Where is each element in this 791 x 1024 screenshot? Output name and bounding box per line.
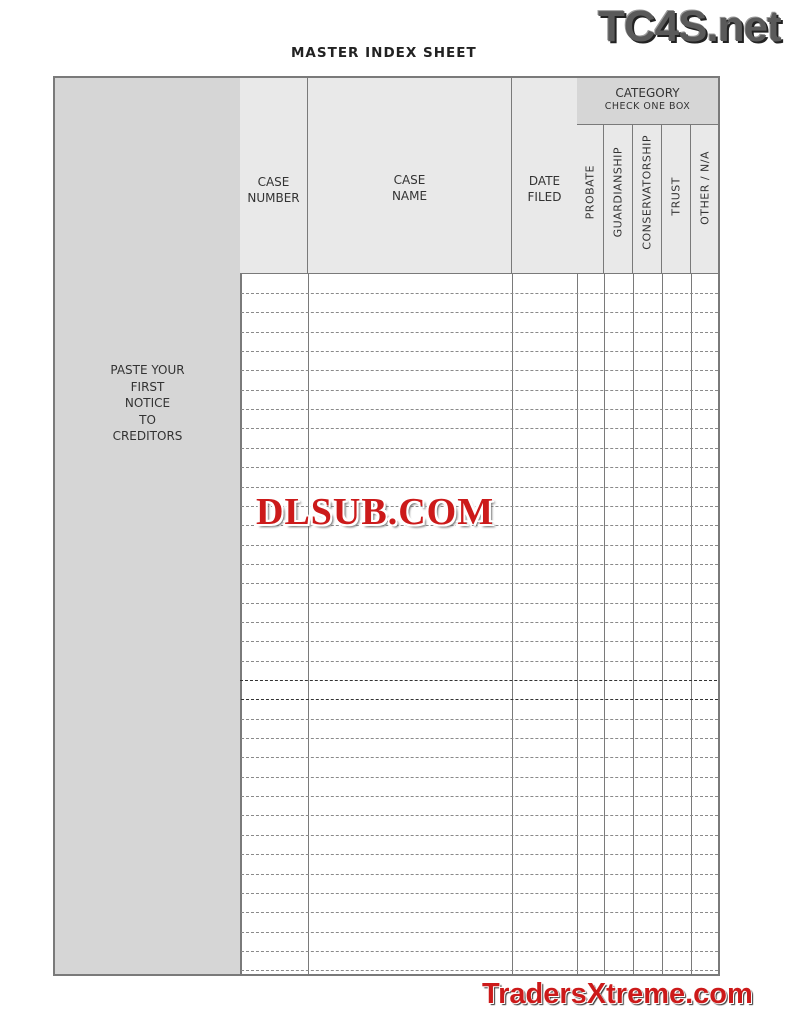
entry-row-line bbox=[241, 409, 718, 410]
entry-row-line bbox=[241, 448, 718, 449]
paste-line: FIRST bbox=[130, 379, 165, 394]
category-label: GUARDIANSHIP bbox=[611, 147, 625, 238]
entry-row-line bbox=[241, 912, 718, 913]
header-divider bbox=[240, 273, 718, 274]
entry-row-line bbox=[241, 777, 718, 778]
header-conservatorship bbox=[633, 125, 662, 274]
header-text: FILED bbox=[527, 190, 562, 204]
entry-row-line bbox=[241, 854, 718, 855]
entry-row-line bbox=[241, 835, 718, 836]
entry-row-line bbox=[241, 390, 718, 391]
entry-row-line bbox=[241, 487, 718, 488]
header-trust bbox=[662, 125, 691, 274]
entry-row-line bbox=[241, 874, 718, 875]
dlsub-watermark: DLSUB.COM bbox=[256, 491, 495, 533]
column-divider bbox=[633, 274, 634, 974]
entry-row-line bbox=[241, 332, 718, 333]
category-subtitle: CHECK ONE BOX bbox=[604, 101, 691, 112]
entry-row-line bbox=[241, 815, 718, 816]
header-text: NUMBER bbox=[247, 191, 300, 205]
entry-row-line bbox=[241, 641, 718, 642]
entry-row-line bbox=[241, 467, 718, 468]
category-label: OTHER / N/A bbox=[698, 151, 711, 225]
entry-row-line bbox=[241, 893, 718, 894]
header-probate bbox=[577, 125, 604, 274]
category-label: TRUST bbox=[669, 177, 683, 216]
entry-row-line bbox=[241, 293, 718, 294]
entry-row-line bbox=[241, 564, 718, 565]
header-text: DATE bbox=[528, 174, 561, 188]
header-text: CASE bbox=[393, 173, 426, 187]
entry-row-line bbox=[241, 738, 718, 739]
entry-row-line bbox=[241, 757, 718, 758]
category-header bbox=[577, 78, 718, 125]
paste-line: CREDITORS bbox=[112, 429, 183, 443]
entry-row-line bbox=[241, 622, 718, 623]
column-divider bbox=[662, 274, 663, 974]
entry-row-line bbox=[241, 583, 718, 584]
paste-notice-area bbox=[55, 78, 242, 974]
header-guardianship bbox=[604, 125, 633, 274]
category-label: PROBATE bbox=[583, 165, 597, 220]
header-case-number bbox=[240, 78, 308, 274]
paste-line: NOTICE bbox=[124, 396, 171, 410]
header-text: CASE bbox=[257, 175, 290, 189]
entry-row-line bbox=[241, 951, 718, 952]
paste-instructions bbox=[55, 362, 240, 445]
tradersxtreme-watermark: TradersXtreme.com bbox=[482, 978, 753, 1010]
category-label: CONSERVATORSHIP bbox=[640, 135, 654, 250]
header-date-filed bbox=[512, 78, 578, 274]
entry-row-line bbox=[241, 603, 718, 604]
entry-row-line bbox=[241, 970, 718, 971]
header-other bbox=[691, 125, 718, 274]
entry-row-line bbox=[240, 680, 717, 681]
entry-row-line bbox=[241, 370, 718, 371]
entry-row-line bbox=[241, 351, 718, 352]
entry-row-line bbox=[241, 796, 718, 797]
category-title: CATEGORY bbox=[615, 86, 680, 100]
entry-row-line bbox=[241, 312, 718, 313]
entry-row-line bbox=[241, 699, 718, 700]
page-title: MASTER INDEX SHEET bbox=[291, 45, 477, 61]
entry-row-line bbox=[241, 932, 718, 933]
paste-line: PASTE YOUR bbox=[110, 363, 185, 377]
column-divider bbox=[604, 274, 605, 974]
column-divider bbox=[691, 274, 692, 974]
entry-row-line bbox=[241, 428, 718, 429]
entry-row-line bbox=[241, 719, 718, 720]
tc4s-watermark: TC4S.net bbox=[598, 2, 781, 51]
column-divider bbox=[577, 274, 578, 974]
column-divider bbox=[512, 274, 513, 974]
column-divider bbox=[308, 274, 309, 974]
entry-row-line bbox=[241, 661, 718, 662]
paste-line: TO bbox=[139, 412, 156, 427]
header-case-name bbox=[308, 78, 512, 274]
header-text: NAME bbox=[391, 189, 428, 203]
entry-row-line bbox=[241, 545, 718, 546]
